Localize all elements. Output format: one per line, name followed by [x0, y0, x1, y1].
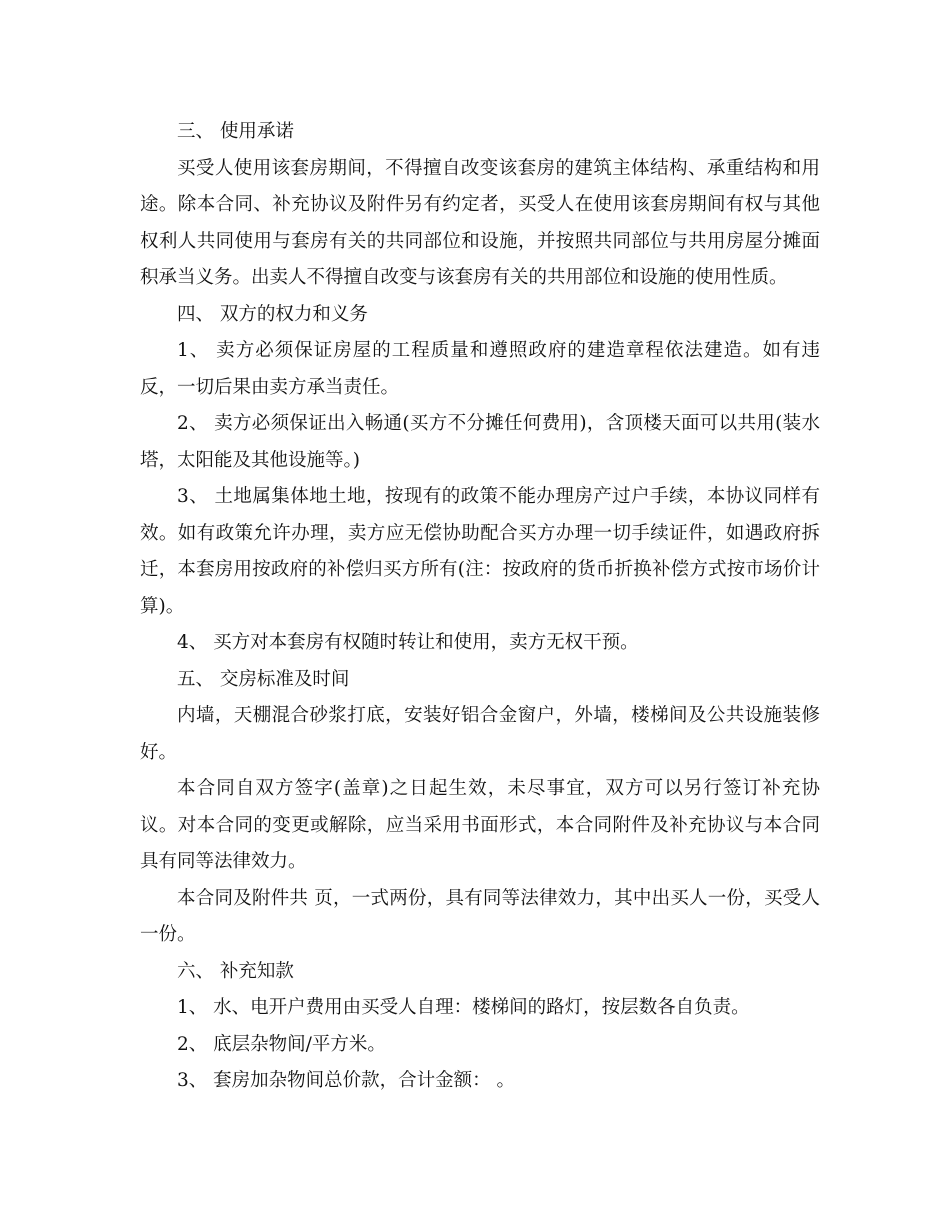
- paragraph: 买受人使用该套房期间，不得擅自改变该套房的建筑主体结构、承重结构和用途。除本合同、补充协议及附件另有约定者，买受人在使用该套房期间有权与其他权利人共同使用与套房有关的共同部位和设施，并按照共同部位与共用房屋分摊面积承当义务。出卖人不得擅自改变与该套房有关的共用部位和设施的使用性质。: [140, 157, 820, 288]
- paragraph: 本合同及附件共 页，一式两份，具有同等法律效力，其中出买人一份，买受人一份。: [140, 887, 820, 945]
- paragraph: 4、 买方对本套房有权随时转让和使用，卖方无权干预。: [177, 632, 639, 653]
- paragraph: 1、 水、电开户费用由买受人自理：楼梯间的路灯，按层数各自负责。: [177, 997, 750, 1018]
- section-heading: 六、 补充知款: [177, 960, 294, 982]
- paragraph: 2、 底层杂物间/平方米。: [177, 1033, 386, 1055]
- document-body: [140, 114, 820, 1100]
- paragraph: 内墙，天棚混合砂浆打底，安装好铝合金窗户，外墙，楼梯间及公共设施装修好。: [140, 705, 820, 763]
- paragraph: 2、 卖方必须保证出入畅通(买方不分摊任何费用)，含顶楼天面可以共用(装水塔，太阳能及其他设施等。): [140, 413, 820, 471]
- paragraph: 3、 套房加杂物间总价款，合计金额： 。: [177, 1070, 516, 1091]
- section-heading: 三、 使用承诺: [177, 121, 294, 142]
- section-heading: 五、 交房标准及时间: [177, 668, 350, 690]
- paragraph: 3、 土地属集体地土地，按现有的政策不能办理房产过户手续，本协议同样有效。如有政策允许办理，卖方应无偿协助配合买方办理一切手续证件，如遇政府拆迁，本套房用按政府的补偿归买方所有(注：按政府的货币折换补偿方式按市场价计算)。: [140, 486, 820, 617]
- paragraph: 1、 卖方必须保证房屋的工程质量和遵照政府的建造章程依法建造。如有违反，一切后果由卖方承当责任。: [140, 340, 820, 398]
- paragraph: 本合同自双方签字(盖章)之日起生效，未尽事宜，双方可以另行签订补充协议。对本合同的变更或解除，应当采用书面形式，本合同附件及补充协议与本合同具有同等法律效力。: [140, 778, 820, 872]
- section-heading: 四、 双方的权力和义务: [177, 303, 368, 325]
